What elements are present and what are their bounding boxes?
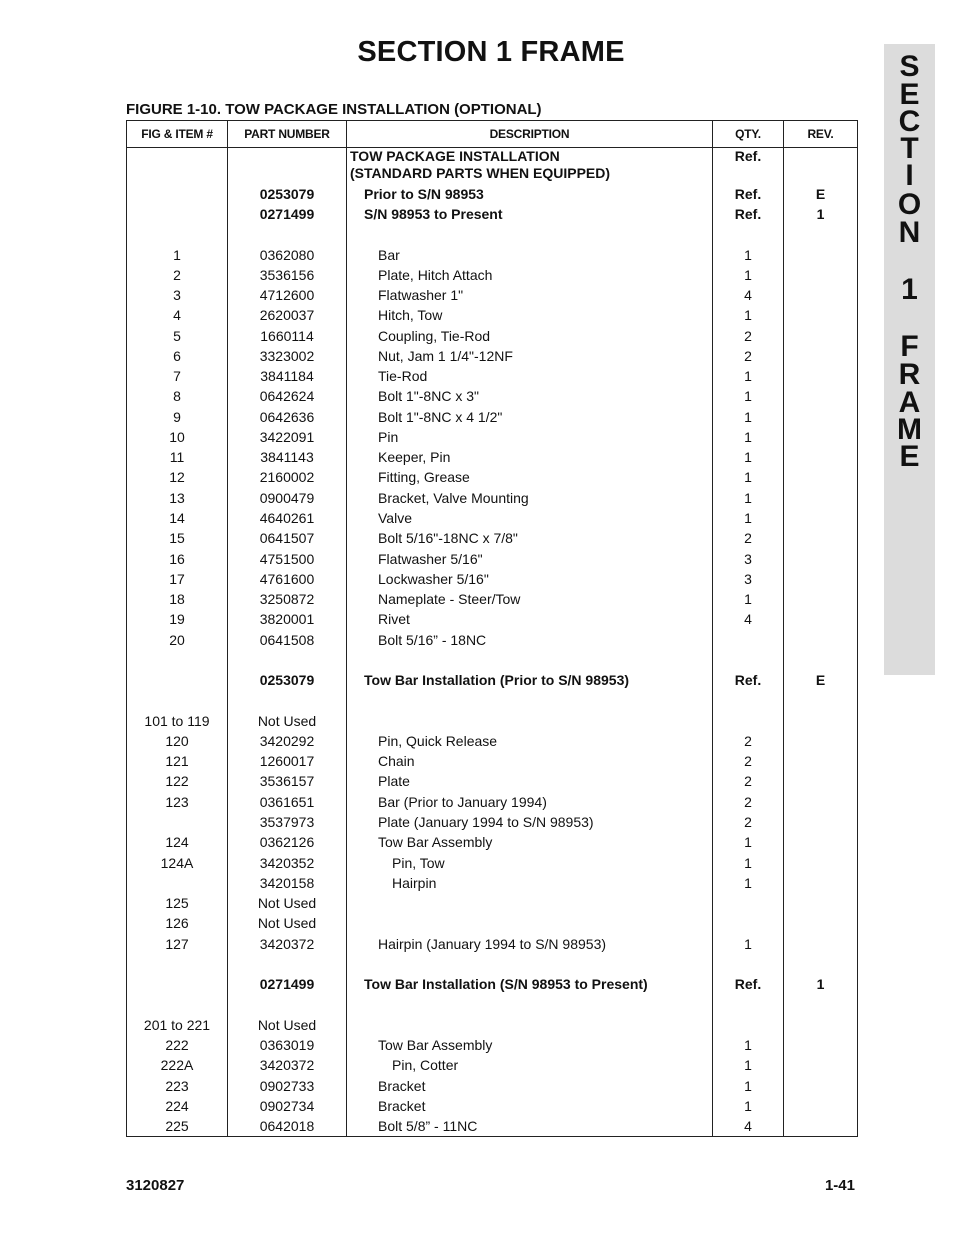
cell-qty: 1	[744, 1057, 752, 1073]
cell-fig-item: 9	[173, 409, 181, 425]
table-row	[127, 530, 857, 550]
table-row	[127, 165, 857, 185]
cell-part-number: 0902733	[259, 1078, 315, 1094]
cell-fig-item: 15	[169, 530, 185, 546]
cell-fig-item: 17	[169, 571, 185, 587]
cell-part-number: 2620037	[259, 307, 315, 323]
cell-fig-item: 126	[165, 915, 189, 931]
cell-fig-item: 3	[173, 287, 181, 303]
cell-description: Flatwasher 5/16"	[378, 551, 483, 567]
cell-description: Bar (Prior to January 1994)	[378, 794, 547, 810]
cell-fig-item: 10	[169, 429, 185, 445]
cell-qty: 1	[744, 510, 752, 526]
table-row	[127, 267, 857, 287]
cell-description: Flatwasher 1"	[378, 287, 464, 303]
cell-description: Hitch, Tow	[378, 307, 443, 323]
table-row	[127, 328, 857, 348]
cell-description: (STANDARD PARTS WHEN EQUIPPED)	[350, 165, 611, 181]
cell-qty: 1	[744, 368, 752, 384]
table-row	[127, 287, 857, 307]
cell-part-number: 0642624	[259, 388, 315, 404]
cell-description: Coupling, Tie-Rod	[378, 328, 491, 344]
section-tab-letter: N	[898, 216, 921, 249]
cell-fig-item: 7	[173, 368, 181, 384]
section-tab-letter: E	[899, 78, 920, 111]
table-row	[127, 409, 857, 429]
header-fig-item: FIG & ITEM #	[141, 127, 213, 141]
cell-part-number: 3323002	[259, 348, 315, 364]
cell-fig-item: 121	[165, 753, 189, 769]
cell-description: Tie-Rod	[378, 368, 428, 384]
cell-qty: 2	[744, 814, 752, 830]
table-row	[127, 794, 857, 814]
cell-qty: 2	[744, 753, 752, 769]
table-row	[127, 429, 857, 449]
table-row	[127, 388, 857, 408]
cell-part-number: Not Used	[257, 713, 317, 729]
cell-part-number: 0902734	[259, 1098, 315, 1114]
cell-description: Pin, Quick Release	[378, 733, 498, 749]
cell-part-number: Not Used	[257, 1017, 317, 1033]
cell-description: Bracket, Valve Mounting	[378, 490, 529, 506]
cell-fig-item: 4	[173, 307, 181, 323]
cell-part-number: Not Used	[257, 895, 317, 911]
table-row	[127, 510, 857, 530]
cell-part-number: 3537973	[259, 814, 315, 830]
cell-qty: 1	[744, 388, 752, 404]
cell-fig-item: 127	[165, 936, 189, 952]
cell-qty: 1	[744, 936, 752, 952]
table-row	[127, 1037, 857, 1057]
table-row	[127, 632, 857, 652]
table-row	[127, 753, 857, 773]
cell-rev: E	[815, 186, 826, 202]
cell-description: Keeper, Pin	[378, 449, 451, 465]
section-tab-letter: I	[905, 159, 914, 192]
table-row	[127, 1118, 857, 1138]
cell-qty: 2	[744, 530, 752, 546]
cell-description: Bolt 1"-8NC x 4 1/2"	[378, 409, 503, 425]
cell-part-number: 3420158	[259, 875, 315, 891]
header-rev: REV.	[807, 127, 834, 141]
cell-qty: 2	[744, 794, 752, 810]
table-row	[127, 1057, 857, 1077]
cell-part-number: 0362080	[259, 247, 315, 263]
section-tab-letter: O	[897, 188, 922, 221]
cell-qty: 1	[744, 834, 752, 850]
header-qty: QTY.	[735, 127, 761, 141]
cell-part-number: 4751500	[259, 551, 315, 567]
table-row	[127, 348, 857, 368]
cell-fig-item: 20	[169, 632, 185, 648]
table-row	[127, 915, 857, 935]
table-row	[127, 855, 857, 875]
cell-description: Lockwasher 5/16"	[378, 571, 489, 587]
cell-qty: 1	[744, 1037, 752, 1053]
cell-description: Tow Bar Assembly	[378, 1037, 493, 1053]
cell-part-number: 0253079	[259, 186, 315, 202]
cell-part-number: 3420372	[259, 936, 315, 952]
cell-qty: 1	[744, 409, 752, 425]
cell-description: Hairpin	[392, 875, 437, 891]
cell-qty: 4	[744, 287, 752, 303]
table-row	[127, 733, 857, 753]
cell-description: Plate	[378, 773, 410, 789]
cell-description: Rivet	[378, 611, 410, 627]
cell-qty: 3	[744, 551, 752, 567]
cell-qty: Ref.	[734, 976, 762, 992]
table-row	[127, 571, 857, 591]
cell-description: Bracket	[378, 1098, 426, 1114]
section-tab-letter: 1	[901, 273, 918, 306]
cell-description: Nameplate - Steer/Tow	[378, 591, 521, 607]
cell-fig-item: 222	[165, 1037, 189, 1053]
cell-qty: 1	[744, 1078, 752, 1094]
cell-description: Tow Bar Assembly	[378, 834, 493, 850]
cell-fig-item: 18	[169, 591, 185, 607]
cell-qty: 1	[744, 875, 752, 891]
section-tab-letter: T	[900, 132, 919, 165]
cell-description: Plate (January 1994 to S/N 98953)	[378, 814, 594, 830]
cell-description: Bolt 5/16” - 18NC	[378, 632, 487, 648]
table-row	[127, 895, 857, 915]
cell-part-number: 0642636	[259, 409, 315, 425]
cell-description: Bolt 5/16"-18NC x 7/8"	[378, 530, 518, 546]
cell-part-number: 3820001	[259, 611, 315, 627]
cell-fig-item: 224	[165, 1098, 189, 1114]
table-row	[127, 976, 857, 996]
cell-qty: 2	[744, 328, 752, 344]
cell-fig-item: 222A	[160, 1057, 194, 1073]
cell-rev: 1	[816, 976, 825, 992]
cell-part-number: 3250872	[259, 591, 315, 607]
cell-fig-item: 101 to 119	[144, 713, 210, 729]
cell-qty: 1	[744, 490, 752, 506]
cell-fig-item: 120	[165, 733, 189, 749]
cell-fig-item: 201 to 221	[143, 1017, 211, 1033]
cell-part-number: 0362126	[259, 834, 315, 850]
cell-description: Valve	[378, 510, 412, 526]
cell-part-number: 3536156	[259, 267, 315, 283]
cell-qty: 2	[744, 733, 752, 749]
cell-qty: 1	[744, 469, 752, 485]
section-tab	[884, 44, 935, 675]
table-row	[127, 307, 857, 327]
cell-fig-item: 6	[173, 348, 181, 364]
cell-part-number: 0900479	[259, 490, 315, 506]
cell-description: Tow Bar Installation (S/N 98953 to Present)	[364, 976, 648, 992]
cell-qty: 1	[744, 855, 752, 871]
cell-part-number: 3536157	[259, 773, 315, 789]
cell-fig-item: 124	[165, 834, 189, 850]
section-tab-letter: M	[897, 413, 922, 446]
table-row	[127, 1078, 857, 1098]
cell-description: S/N 98953 to Present	[364, 206, 503, 222]
cell-part-number: 3420372	[259, 1057, 315, 1073]
cell-rev: 1	[816, 206, 825, 222]
table-row	[127, 875, 857, 895]
table-row	[127, 713, 857, 733]
cell-rev: E	[815, 672, 826, 688]
document-number: 3120827	[126, 1177, 185, 1194]
cell-part-number: 4640261	[259, 510, 315, 526]
cell-part-number: 1660114	[260, 328, 314, 344]
cell-qty: 4	[744, 611, 752, 627]
table-row	[127, 247, 857, 267]
table-row	[127, 814, 857, 834]
cell-part-number: Not Used	[257, 915, 317, 931]
table-row	[127, 368, 857, 388]
cell-fig-item: 12	[169, 469, 185, 485]
cell-part-number: 3841184	[260, 368, 314, 384]
cell-part-number: 3420352	[259, 855, 315, 871]
section-tab-letter: C	[898, 105, 921, 138]
section-tab-letter: S	[899, 50, 920, 83]
cell-description: Prior to S/N 98953	[364, 186, 484, 202]
cell-part-number: 0361651	[259, 794, 315, 810]
cell-part-number: 1260017	[259, 753, 315, 769]
cell-qty: 2	[744, 773, 752, 789]
cell-description: Bolt 5/8” - 11NC	[378, 1118, 478, 1134]
cell-description: Bracket	[378, 1078, 426, 1094]
cell-description: Plate, Hitch Attach	[378, 267, 493, 283]
cell-part-number: 3420292	[259, 733, 315, 749]
cell-qty: Ref.	[734, 186, 762, 202]
cell-description: Pin, Cotter	[392, 1057, 459, 1073]
cell-part-number: 3422091	[259, 429, 315, 445]
cell-qty: 1	[744, 247, 752, 263]
cell-qty: 4	[744, 1118, 752, 1134]
table-row	[127, 773, 857, 793]
cell-fig-item: 123	[165, 794, 189, 810]
section-tab-letter: R	[898, 358, 921, 391]
table-row	[127, 490, 857, 510]
table-row	[127, 186, 857, 206]
parts-table	[126, 120, 858, 1137]
cell-description: Pin	[378, 429, 399, 445]
cell-fig-item: 16	[169, 551, 185, 567]
cell-qty: Ref.	[734, 672, 762, 688]
cell-fig-item: 124A	[160, 855, 194, 871]
cell-description: Hairpin (January 1994 to S/N 98953)	[378, 936, 607, 952]
cell-fig-item: 8	[173, 388, 181, 404]
cell-part-number: 0271499	[259, 976, 315, 992]
figure-caption: FIGURE 1-10. TOW PACKAGE INSTALLATION (OPTIONAL)	[126, 101, 542, 118]
cell-part-number: 0271499	[259, 206, 315, 222]
section-tab-letter: A	[898, 386, 921, 419]
cell-qty: 1	[744, 449, 752, 465]
cell-part-number: 0363019	[259, 1037, 315, 1053]
cell-part-number: 0642018	[259, 1118, 315, 1134]
cell-part-number: 4712600	[259, 287, 315, 303]
cell-qty: 1	[744, 591, 752, 607]
table-row	[127, 1098, 857, 1118]
cell-description: Tow Bar Installation (Prior to S/N 98953)	[364, 672, 630, 688]
table-row	[127, 206, 857, 226]
cell-qty: Ref.	[734, 206, 762, 222]
cell-qty: 1	[744, 1098, 752, 1114]
table-row	[127, 449, 857, 469]
page-title: SECTION 1 FRAME	[357, 36, 625, 68]
cell-fig-item: 5	[173, 328, 181, 344]
cell-part-number: 2160002	[259, 469, 315, 485]
cell-fig-item: 1	[173, 247, 181, 263]
cell-description: Chain	[378, 753, 415, 769]
cell-part-number: 4761600	[259, 571, 315, 587]
cell-description: Bolt 1"-8NC x 3"	[378, 388, 479, 404]
section-tab-letter: E	[899, 440, 920, 473]
cell-description: Pin, Tow	[392, 855, 445, 871]
cell-description: Fitting, Grease	[378, 469, 470, 485]
cell-qty: 1	[744, 267, 752, 283]
cell-fig-item: 14	[169, 510, 185, 526]
cell-part-number: 3841143	[260, 449, 314, 465]
cell-qty: 1	[744, 307, 752, 323]
cell-fig-item: 223	[165, 1078, 189, 1094]
table-row	[127, 469, 857, 489]
header-description: DESCRIPTION	[489, 127, 570, 141]
section-tab-letter: F	[900, 330, 919, 363]
header-part-number: PART NUMBER	[244, 127, 330, 141]
cell-fig-item: 19	[169, 611, 185, 627]
cell-description: Bar	[378, 247, 400, 263]
cell-qty: 3	[744, 571, 752, 587]
table-row	[127, 551, 857, 571]
cell-description: TOW PACKAGE INSTALLATION	[350, 148, 560, 164]
cell-fig-item: 225	[165, 1118, 189, 1134]
table-row	[127, 1017, 857, 1037]
table-row	[127, 834, 857, 854]
cell-qty: 1	[744, 429, 752, 445]
cell-qty: 2	[744, 348, 752, 364]
cell-part-number: 0253079	[259, 672, 315, 688]
cell-description: Nut, Jam 1 1/4"-12NF	[378, 348, 513, 364]
cell-fig-item: 2	[173, 267, 181, 283]
page-number: 1-41	[824, 1177, 855, 1194]
cell-fig-item: 11	[169, 449, 185, 465]
table-row	[127, 611, 857, 631]
cell-part-number: 0641507	[259, 530, 315, 546]
cell-qty: Ref.	[734, 148, 762, 164]
cell-fig-item: 122	[165, 773, 189, 789]
table-row	[127, 591, 857, 611]
table-row	[127, 936, 857, 956]
table-row	[127, 672, 857, 692]
cell-part-number: 0641508	[259, 632, 315, 648]
cell-fig-item: 125	[165, 895, 189, 911]
cell-fig-item: 13	[169, 490, 185, 506]
